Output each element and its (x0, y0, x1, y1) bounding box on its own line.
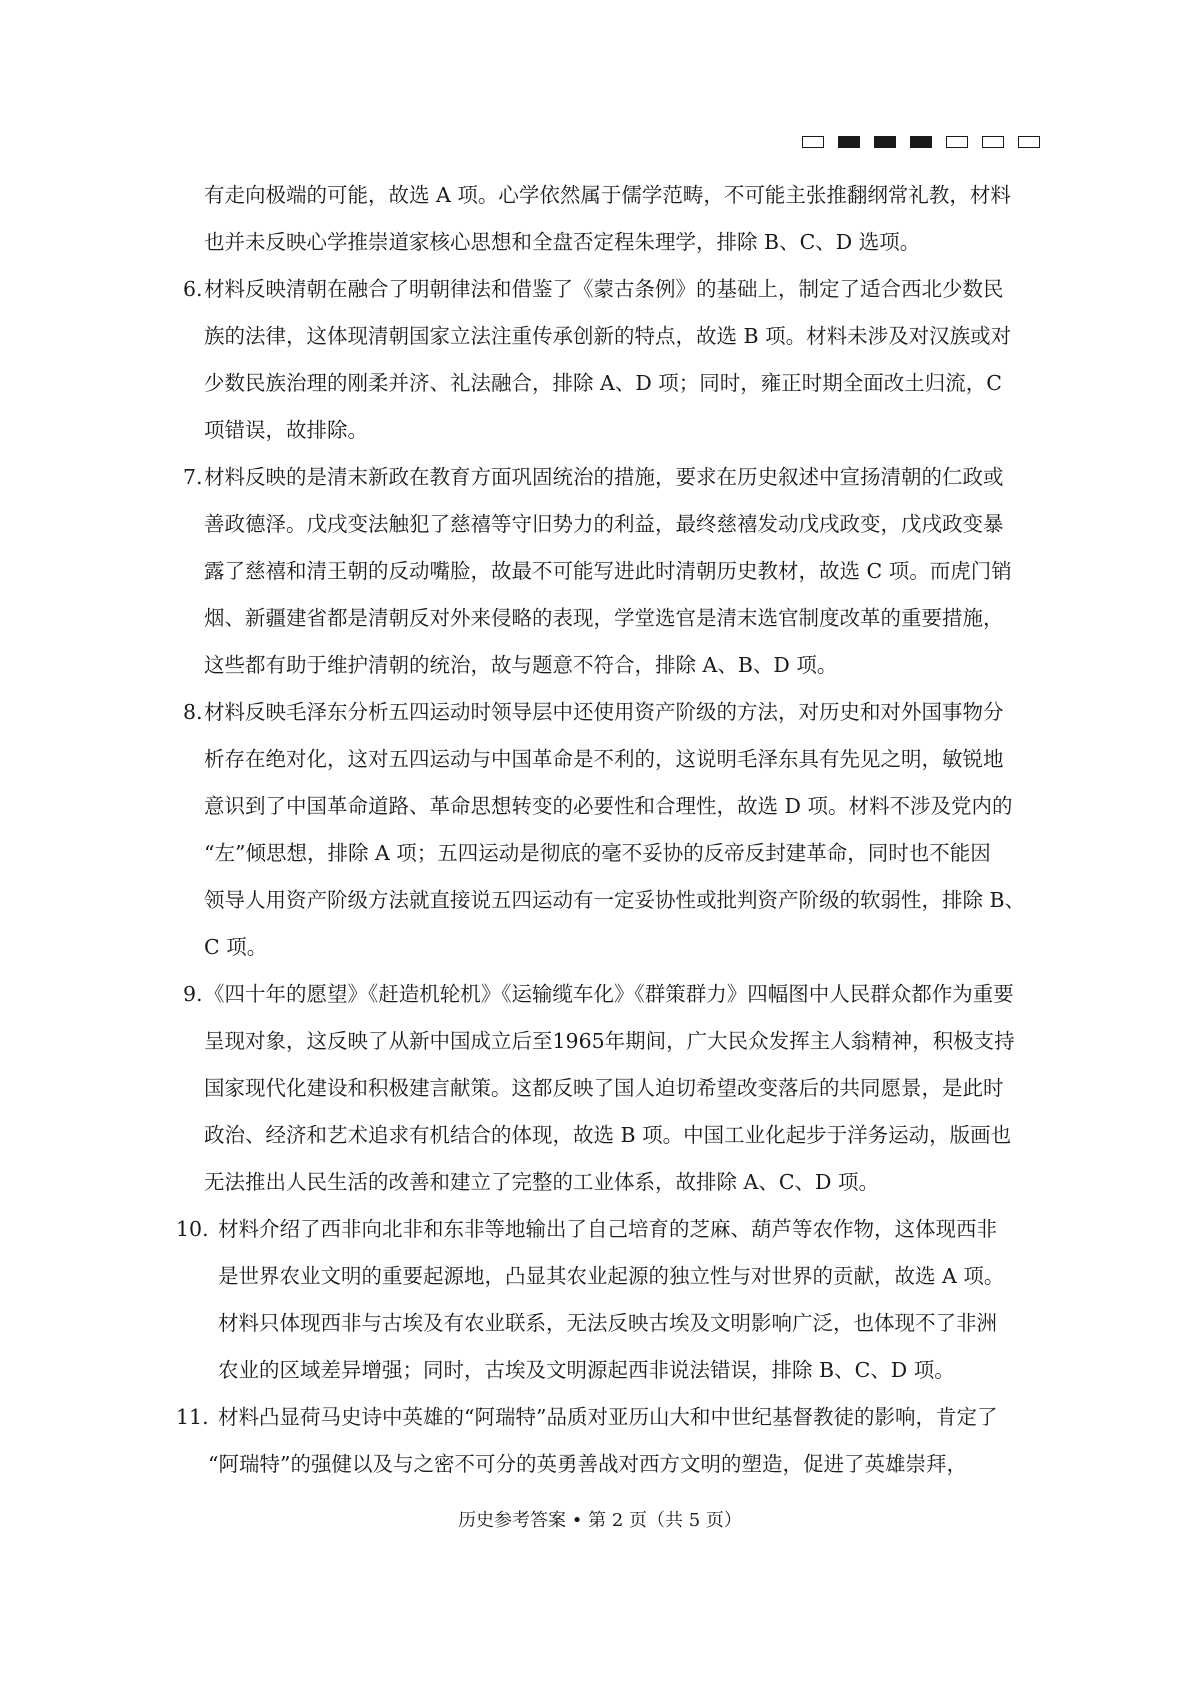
header-mark-empty (802, 136, 824, 148)
text-line: 农业的区域差异增强；同时，古埃及文明源起西非说法错误，排除 B、C、D 项。 (218, 1358, 955, 1382)
text-line: 是世界农业文明的重要起源地，凸显其农业起源的独立性与对世界的贡献，故选 A 项。 (218, 1264, 1005, 1288)
text-line: 材料反映毛泽东分析五四运动时领导层中还使用资产阶级的方法，对历史和对外国事物分 (204, 700, 1004, 724)
text-line: 露了慈禧和清王朝的反动嘴脸，故最不可能写进此时清朝历史教材，故选 C 项。而虎门销 (204, 559, 1012, 583)
text-line: 有走向极端的可能，故选 A 项。心学依然属于儒学范畴，不可能主张推翻纲常礼教，材料 (204, 183, 1011, 207)
answer-item (183, 275, 1034, 463)
item-number: 11. (176, 1405, 209, 1429)
header-mark-empty (946, 136, 968, 148)
text-line: 材料反映的是清末新政在教育方面巩固统治的措施，要求在历史叙述中宣扬清朝的仁政或 (204, 465, 1004, 489)
text-line: 《四十年的愿望》《赶造机轮机》《运输缆车化》《群策群力》四幅图中人民群众都作为重要 (204, 982, 1014, 1006)
text-line: “左”倾思想，排除 A 项；五四运动是彻底的毫不妥协的反帝反封建革命，同时也不能因 (204, 841, 991, 865)
page-footer: 历史参考答案 • 第 2 页（共 5 页） (458, 1510, 742, 1531)
answer-item (176, 1215, 1034, 1403)
answer-item (183, 698, 1034, 980)
text-line: 项错误，故排除。 (204, 418, 368, 442)
text-line: 政治、经济和艺术追求有机结合的体现，故选 B 项。中国工业化起步于洋务运动，版画也 (204, 1123, 1012, 1147)
text-line: 这些都有助于维护清朝的统治，故与题意不符合，排除 A、B、D 项。 (204, 653, 838, 677)
text-line: 国家现代化建设和积极建言献策。这都反映了国人迫切希望改变落后的共同愿景，是此时 (204, 1076, 1004, 1100)
text-line: 族的法律，这体现清朝国家立法注重传承创新的特点，故选 B 项。材料未涉及对汉族或对 (204, 324, 1012, 348)
header-mark-empty (982, 136, 1004, 148)
header-mark-filled (910, 136, 932, 148)
text-line: 也并未反映心学推崇道家核心思想和全盘否定程朱理学，排除 B、C、D 选项。 (204, 230, 921, 254)
text-line: 呈现对象，这反映了从新中国成立后至1965年期间，广大民众发挥主人翁精神，积极支持 (204, 1029, 1015, 1053)
text-line: 领导人用资产阶级方法就直接说五四运动有一定妥协性或批判资产阶级的软弱性，排除 B、 (204, 888, 1026, 912)
header-mark-filled (838, 136, 860, 148)
answer-item (183, 980, 1034, 1215)
answer-item (183, 463, 1034, 698)
text-line: 材料凸显荷马史诗中英雄的“阿瑞特”品质对亚历山大和中世纪基督教徒的影响，肯定了 (218, 1405, 998, 1429)
text-line: 少数民族治理的刚柔并济、礼法融合，排除 A、D 项；同时，雍正时期全面改土归流，C (204, 371, 1002, 395)
text-line: 无法推出人民生活的改善和建立了完整的工业体系，故排除 A、C、D 项。 (204, 1170, 879, 1194)
item-number: 7. (183, 465, 203, 489)
text-line: 材料只体现西非与古埃及有农业联系，无法反映古埃及文明影响广泛，也体现不了非洲 (218, 1311, 997, 1335)
answer-content (176, 181, 1034, 1497)
answer-item (176, 1403, 1034, 1497)
item-number: 8. (183, 700, 203, 724)
text-line: 材料介绍了西非向北非和东非等地输出了自己培育的芝麻、葫芦等农作物，这体现西非 (218, 1217, 997, 1241)
text-line: 善政德泽。戊戌变法触犯了慈禧等守旧势力的利益，最终慈禧发动戊戌政变，戊戌政变暴 (204, 512, 1004, 536)
text-line: 析存在绝对化，这对五四运动与中国革命是不利的，这说明毛泽东具有先见之明，敏锐地 (204, 747, 1004, 771)
answer-continuation (204, 181, 1034, 275)
text-line: 意识到了中国革命道路、革命思想转变的必要性和合理性，故选 D 项。材料不涉及党内的 (204, 794, 1013, 818)
header-mark-filled (874, 136, 896, 148)
header-marks (802, 136, 1038, 150)
header-mark-empty (1018, 136, 1040, 148)
text-line: “阿瑞特”的强健以及与之密不可分的英勇善战对西方文明的塑造，促进了英雄崇拜， (208, 1452, 967, 1476)
item-number: 9. (183, 982, 203, 1006)
item-number: 10. (176, 1217, 209, 1241)
text-line: 烟、新疆建省都是清朝反对外来侵略的表现，学堂选官是清末选官制度改革的重要措施， (204, 606, 1004, 630)
text-line: C 项。 (204, 935, 268, 959)
item-number: 6. (183, 277, 203, 301)
text-line: 材料反映清朝在融合了明朝律法和借鉴了《蒙古条例》的基础上，制定了适合西北少数民 (204, 277, 1004, 301)
